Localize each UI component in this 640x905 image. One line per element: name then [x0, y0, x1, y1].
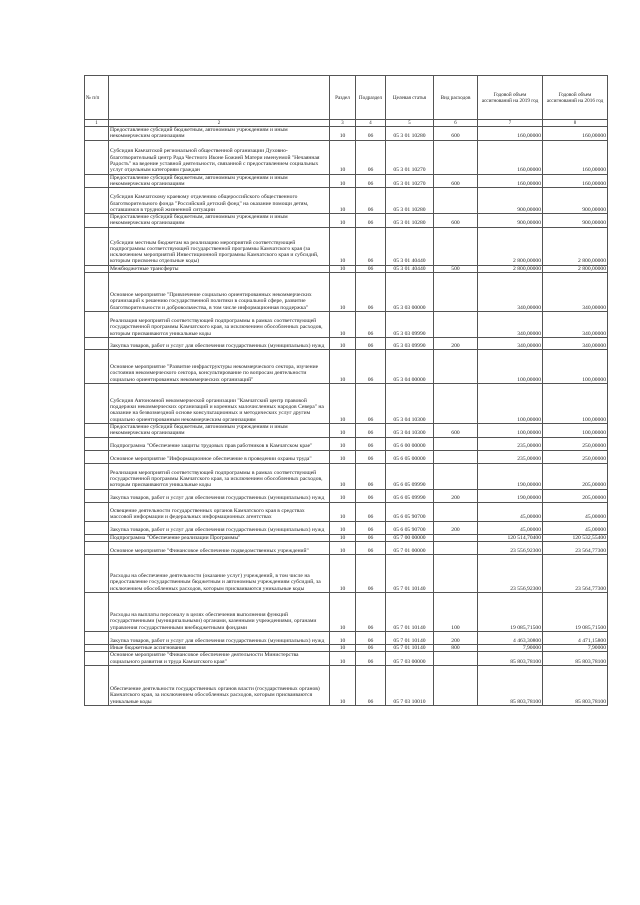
row-amount-year1: 160,00000 [478, 127, 543, 141]
row-amount-year1: 7,90000 [478, 644, 543, 651]
column-index: 4 [356, 120, 386, 127]
row-subsection: 06 [356, 521, 386, 534]
row-section: 10 [330, 665, 356, 705]
row-subsection: 06 [356, 489, 386, 502]
table-row [85, 174, 608, 188]
row-amount-year1: 45,00000 [478, 502, 543, 521]
row-subsection: 06 [356, 140, 386, 174]
row-name: Субсидия Камчатской региональной общественной организации Духовно-благотворительный центр Рада Честного Иконе Божией Матери именуемой "Нечаянная Радость" на ведение уставной деятельности, связанной с предоставлением социальных услуг отдельным категориям граждан [109, 140, 330, 174]
row-article: 05 3 01 10280 [386, 127, 434, 141]
row-amount-year2: 100,00000 [543, 350, 608, 384]
row-subsection: 06 [356, 463, 386, 489]
row-amount-year2: 340,00000 [543, 273, 608, 312]
row-expense-type [434, 273, 478, 312]
row-name: Закупка товаров, работ и услуг для обеспечения государственных (муниципальных) нужд [109, 338, 330, 350]
column-index: 1 [85, 120, 109, 127]
row-section: 10 [330, 312, 356, 338]
table-row [85, 644, 608, 651]
row-article: 05 6 05 90700 [386, 502, 434, 521]
row-amount-year2: 45,00000 [543, 502, 608, 521]
row-name: Реализация мероприятий соответствующей подпрограммы в рамках соответствующей государственной программы Камчатского края, за исключением обособленных расходов, которым присваиваются уникальные коды [109, 463, 330, 489]
row-amount-year1: 190,00000 [478, 489, 543, 502]
row-article: 05 7 03 10010 [386, 665, 434, 705]
row-amount-year2: 85 803,78100 [543, 652, 608, 666]
row-expense-type: 500 [434, 265, 478, 272]
table-row [85, 273, 608, 312]
row-expense-type [434, 140, 478, 174]
budget-table [84, 75, 608, 706]
row-subsection: 06 [356, 644, 386, 651]
table-row [85, 350, 608, 384]
row-name: Реализация мероприятий соответствующей подпрограммы в рамках соответствующей государственной программы Камчатского края, за исключением обособленных расходов, которым присваиваются уникальные коды [109, 312, 330, 338]
row-expense-type [434, 384, 478, 424]
row-number [85, 265, 109, 272]
row-article: 05 3 01 10280 [386, 188, 434, 214]
row-amount-year2: 160,00000 [543, 140, 608, 174]
row-amount-year2: 100,00000 [543, 424, 608, 438]
row-amount-year1: 160,00000 [478, 174, 543, 188]
row-article: 05 7 03 00000 [386, 652, 434, 666]
row-number [85, 450, 109, 463]
row-amount-year2: 19 085,71500 [543, 592, 608, 631]
row-expense-type: 600 [434, 424, 478, 438]
row-expense-type [434, 534, 478, 541]
row-section: 10 [330, 592, 356, 631]
column-index: 3 [330, 120, 356, 127]
header-num: № п/п [85, 76, 109, 120]
row-amount-year1: 190,00000 [478, 463, 543, 489]
row-amount-year2: 23 564,77300 [543, 554, 608, 592]
row-amount-year1: 2 800,00000 [478, 227, 543, 265]
row-article: 05 6 00 00000 [386, 437, 434, 450]
row-article: 05 3 03 09990 [386, 312, 434, 338]
row-amount-year1: 85 803,78100 [478, 652, 543, 666]
row-number [85, 502, 109, 521]
row-number [85, 127, 109, 141]
header-expense-type: Вид расходов [434, 76, 478, 120]
row-number [85, 541, 109, 554]
row-article: 05 6 05 09990 [386, 489, 434, 502]
row-article: 05 3 01 10270 [386, 140, 434, 174]
column-index-row [85, 120, 608, 127]
row-amount-year2: 250,00000 [543, 437, 608, 450]
row-article: 05 6 05 09990 [386, 463, 434, 489]
row-number [85, 214, 109, 228]
row-amount-year1: 900,00000 [478, 214, 543, 228]
row-amount-year2: 250,00000 [543, 450, 608, 463]
table-row [85, 631, 608, 644]
row-subsection: 06 [356, 665, 386, 705]
row-amount-year1: 900,00000 [478, 188, 543, 214]
row-name: Обеспечение деятельности государственных органов власти (государственных органов) Камчатского края, за исключением обособленных расходов, которым присваиваются уникальные коды [109, 665, 330, 705]
row-name: Расходы на выплаты персоналу в целях обеспечения выполнения функций государственными (муниципальными) органами, казенными учреждениями, органами управления государственными внебюджетными фондами [109, 592, 330, 631]
row-subsection: 06 [356, 631, 386, 644]
row-amount-year2: 340,00000 [543, 338, 608, 350]
row-article: 05 7 01 00000 [386, 541, 434, 554]
row-number [85, 174, 109, 188]
row-subsection: 06 [356, 350, 386, 384]
row-name: Субсидии местным бюджетам на реализацию мероприятий соответствующей подпрограммы соответствующей государственной программы Камчатского края (за исключением мероприятий Инвестиционной программы Камчатского края и субсидий, которым присвоены отдельные коды) [109, 227, 330, 265]
row-subsection: 06 [356, 273, 386, 312]
table-row [85, 450, 608, 463]
row-number [85, 188, 109, 214]
row-amount-year1: 23 556,92300 [478, 554, 543, 592]
row-amount-year2: 205,00000 [543, 489, 608, 502]
row-article: 05 3 01 40440 [386, 227, 434, 265]
row-subsection: 06 [356, 450, 386, 463]
row-section: 10 [330, 424, 356, 438]
row-number [85, 140, 109, 174]
row-name: Основное мероприятие "Развитие инфраструктуры некоммерческого сектора, изучение состояния некоммерческого сектора, консультирование по вопросам деятельности социально ориентированных некоммерческих организаций" [109, 350, 330, 384]
row-section: 10 [330, 188, 356, 214]
header-year2: Годовой объем ассигнований на 2016 год [543, 76, 608, 120]
row-article: 05 7 01 10140 [386, 554, 434, 592]
row-number [85, 592, 109, 631]
row-expense-type: 600 [434, 174, 478, 188]
table-row [85, 554, 608, 592]
row-article: 05 3 01 10280 [386, 214, 434, 228]
table-row [85, 338, 608, 350]
row-amount-year1: 4 463,30800 [478, 631, 543, 644]
row-section: 10 [330, 502, 356, 521]
row-name: Расходы на обеспечение деятельности (оказание услуг) учреждений, в том числе на предоставление государственным бюджетным и автономным учреждениям субсидий, за исключением обособленных расходов, которым присваиваются уникальные коды [109, 554, 330, 592]
row-number [85, 463, 109, 489]
row-expense-type [434, 502, 478, 521]
row-amount-year2: 160,00000 [543, 127, 608, 141]
row-article: 05 7 01 10140 [386, 592, 434, 631]
row-amount-year2: 205,00000 [543, 463, 608, 489]
row-article: 05 7 01 10140 [386, 644, 434, 651]
row-name: Закупка товаров, работ и услуг для обеспечения государственных (муниципальных) нужд [109, 521, 330, 534]
row-amount-year2: 23 564,77300 [543, 541, 608, 554]
row-section: 10 [330, 644, 356, 651]
row-number [85, 350, 109, 384]
row-subsection: 06 [356, 227, 386, 265]
table-row [85, 312, 608, 338]
row-amount-year1: 23 556,92300 [478, 541, 543, 554]
row-amount-year1: 340,00000 [478, 312, 543, 338]
table-row [85, 502, 608, 521]
row-name: Межбюджетные трансферты [109, 265, 330, 272]
row-article: 05 3 01 10270 [386, 174, 434, 188]
row-expense-type [434, 437, 478, 450]
row-subsection: 06 [356, 437, 386, 450]
table-row [85, 424, 608, 438]
header-subsection: Подраздел [356, 76, 386, 120]
row-expense-type [434, 350, 478, 384]
row-amount-year1: 235,00000 [478, 437, 543, 450]
row-amount-year2: 900,00000 [543, 188, 608, 214]
row-subsection: 06 [356, 312, 386, 338]
table-row [85, 592, 608, 631]
table-row [85, 534, 608, 541]
row-number [85, 631, 109, 644]
row-expense-type: 600 [434, 127, 478, 141]
row-amount-year2: 45,00000 [543, 521, 608, 534]
row-amount-year2: 340,00000 [543, 312, 608, 338]
row-article: 05 6 05 00000 [386, 450, 434, 463]
table-row [85, 127, 608, 141]
row-amount-year2: 160,00000 [543, 174, 608, 188]
row-article: 05 3 04 00000 [386, 350, 434, 384]
row-name: Субсидия Автономной некоммерческой организации "Камчатский центр правовой поддержки некоммерческих организаций и коренных малочисленных народов Севера" на оказание на безвозмездной основе консультационных и методических услуг другим социально ориентированным некоммерческим организациям [109, 384, 330, 424]
row-amount-year2: 2 800,00000 [543, 265, 608, 272]
row-amount-year2: 100,00000 [543, 384, 608, 424]
row-article: 05 7 01 10140 [386, 631, 434, 644]
row-section: 10 [330, 489, 356, 502]
column-index: 7 [478, 120, 543, 127]
row-number [85, 437, 109, 450]
table-row [85, 665, 608, 705]
row-expense-type: 100 [434, 592, 478, 631]
row-amount-year1: 340,00000 [478, 273, 543, 312]
row-section: 10 [330, 127, 356, 141]
row-amount-year2: 85 803,78100 [543, 665, 608, 705]
row-name: Основное мероприятие "Финансовое обеспечение деятельности Министерства социального развития и труда Камчатского края" [109, 652, 330, 666]
row-article: 05 3 03 00000 [386, 273, 434, 312]
row-name: Предоставление субсидий бюджетным, автономным учреждениям и иным некоммерческим организациям [109, 127, 330, 141]
table-row [85, 227, 608, 265]
row-amount-year1: 19 085,71500 [478, 592, 543, 631]
row-name: Предоставление субсидий бюджетным, автономным учреждениям и иным некоммерческим организациям [109, 174, 330, 188]
row-expense-type [434, 188, 478, 214]
row-section: 10 [330, 521, 356, 534]
row-article: 05 7 00 00000 [386, 534, 434, 541]
row-amount-year2: 120 532,55400 [543, 534, 608, 541]
row-amount-year1: 120 514,70400 [478, 534, 543, 541]
row-expense-type: 200 [434, 521, 478, 534]
row-section: 10 [330, 174, 356, 188]
row-amount-year2: 2 800,00000 [543, 227, 608, 265]
row-article: 05 3 01 40440 [386, 265, 434, 272]
row-section: 10 [330, 541, 356, 554]
row-expense-type [434, 227, 478, 265]
row-name: Иные бюджетные ассигнования [109, 644, 330, 651]
row-number [85, 273, 109, 312]
row-section: 10 [330, 350, 356, 384]
row-article: 05 3 04 10300 [386, 384, 434, 424]
row-name: Основное мероприятие "Информационное обеспечение в проведении охраны труда" [109, 450, 330, 463]
row-subsection: 06 [356, 384, 386, 424]
row-number [85, 534, 109, 541]
column-index: 8 [543, 120, 608, 127]
row-name: Закупка товаров, работ и услуг для обеспечения государственных (муниципальных) нужд [109, 489, 330, 502]
row-amount-year1: 160,00000 [478, 140, 543, 174]
table-row [85, 463, 608, 489]
row-subsection: 06 [356, 502, 386, 521]
row-section: 10 [330, 463, 356, 489]
row-number [85, 338, 109, 350]
row-section: 10 [330, 437, 356, 450]
table-row [85, 188, 608, 214]
table-header-row [85, 76, 608, 120]
row-number [85, 489, 109, 502]
row-amount-year1: 100,00000 [478, 424, 543, 438]
row-section: 10 [330, 227, 356, 265]
row-section: 10 [330, 338, 356, 350]
row-name: Предоставление субсидий бюджетным, автономным учреждениям и иным некоммерческим организациям [109, 214, 330, 228]
row-amount-year1: 2 800,00000 [478, 265, 543, 272]
row-expense-type: 800 [434, 644, 478, 651]
row-number [85, 424, 109, 438]
table-row [85, 140, 608, 174]
row-subsection: 06 [356, 127, 386, 141]
row-amount-year2: 7,90000 [543, 644, 608, 651]
header-year1: Годовой объем ассигнований на 2019 год [478, 76, 543, 120]
row-number [85, 554, 109, 592]
row-number [85, 644, 109, 651]
row-article: 05 6 05 90700 [386, 521, 434, 534]
row-name: Подпрограмма "Обеспечение реализации Программы" [109, 534, 330, 541]
row-subsection: 06 [356, 592, 386, 631]
row-subsection: 06 [356, 424, 386, 438]
row-number [85, 665, 109, 705]
row-expense-type [434, 450, 478, 463]
row-section: 10 [330, 265, 356, 272]
header-article: Целевая статья [386, 76, 434, 120]
row-section: 10 [330, 652, 356, 666]
row-number [85, 652, 109, 666]
row-name: Освещение деятельности государственных органов Камчатского края в средствах массовой информации и федеральных информационных агентствах [109, 502, 330, 521]
row-subsection: 06 [356, 338, 386, 350]
row-name: Предоставление субсидий бюджетным, автономным учреждениям и иным некоммерческим организациям [109, 424, 330, 438]
row-subsection: 06 [356, 214, 386, 228]
row-amount-year1: 100,00000 [478, 384, 543, 424]
table-row [85, 521, 608, 534]
row-subsection: 06 [356, 188, 386, 214]
row-section: 10 [330, 273, 356, 312]
table-row [85, 384, 608, 424]
row-amount-year1: 45,00000 [478, 521, 543, 534]
row-amount-year1: 235,00000 [478, 450, 543, 463]
header-section: Раздел [330, 76, 356, 120]
table-row [85, 489, 608, 502]
row-number [85, 312, 109, 338]
row-name: Подпрограмма "Обеспечение защиты трудовых прав работников в Камчатском крае" [109, 437, 330, 450]
row-section: 10 [330, 631, 356, 644]
row-section: 10 [330, 214, 356, 228]
row-subsection: 06 [356, 174, 386, 188]
row-name: Закупка товаров, работ и услуг для обеспечения государственных (муниципальных) нужд [109, 631, 330, 644]
row-subsection: 06 [356, 541, 386, 554]
row-expense-type [434, 312, 478, 338]
row-amount-year1: 100,00000 [478, 350, 543, 384]
row-subsection: 06 [356, 554, 386, 592]
row-number [85, 521, 109, 534]
row-expense-type [434, 554, 478, 592]
row-amount-year1: 340,00000 [478, 338, 543, 350]
row-article: 05 3 04 10300 [386, 424, 434, 438]
row-expense-type: 200 [434, 489, 478, 502]
row-expense-type [434, 541, 478, 554]
row-article: 05 3 03 09990 [386, 338, 434, 350]
row-amount-year1: 85 803,78100 [478, 665, 543, 705]
row-subsection: 06 [356, 652, 386, 666]
row-expense-type: 600 [434, 214, 478, 228]
row-section: 10 [330, 140, 356, 174]
row-expense-type [434, 463, 478, 489]
table-row [85, 214, 608, 228]
row-expense-type [434, 652, 478, 666]
row-name: Основное мероприятие "Привлечение социально ориентированных некоммерческих организаций к решению государственной политики в социальной сфере, развитие благотворительности и добровольчества, в том числе информационная поддержка" [109, 273, 330, 312]
row-amount-year2: 4 471,15800 [543, 631, 608, 644]
row-subsection: 06 [356, 534, 386, 541]
row-expense-type: 200 [434, 338, 478, 350]
row-subsection: 06 [356, 265, 386, 272]
row-section: 10 [330, 534, 356, 541]
column-index: 6 [434, 120, 478, 127]
table-row [85, 652, 608, 666]
row-number [85, 384, 109, 424]
row-number [85, 227, 109, 265]
table-row [85, 265, 608, 272]
row-name: Субсидия Камчатскому краевому отделению общероссийского общественного благотворительного фонда "Российский детский фонд" на оказание помощи детям, оставшимся в трудной жизненной ситуации [109, 188, 330, 214]
row-section: 10 [330, 554, 356, 592]
column-index: 2 [109, 120, 330, 127]
row-name: Основное мероприятие "Финансовое обеспечение подведомственных учреждений" [109, 541, 330, 554]
row-expense-type: 200 [434, 631, 478, 644]
row-section: 10 [330, 450, 356, 463]
table-row [85, 541, 608, 554]
row-section: 10 [330, 384, 356, 424]
header-name [109, 76, 330, 120]
row-amount-year2: 900,00000 [543, 214, 608, 228]
column-index: 5 [386, 120, 434, 127]
row-expense-type [434, 665, 478, 705]
table-row [85, 437, 608, 450]
